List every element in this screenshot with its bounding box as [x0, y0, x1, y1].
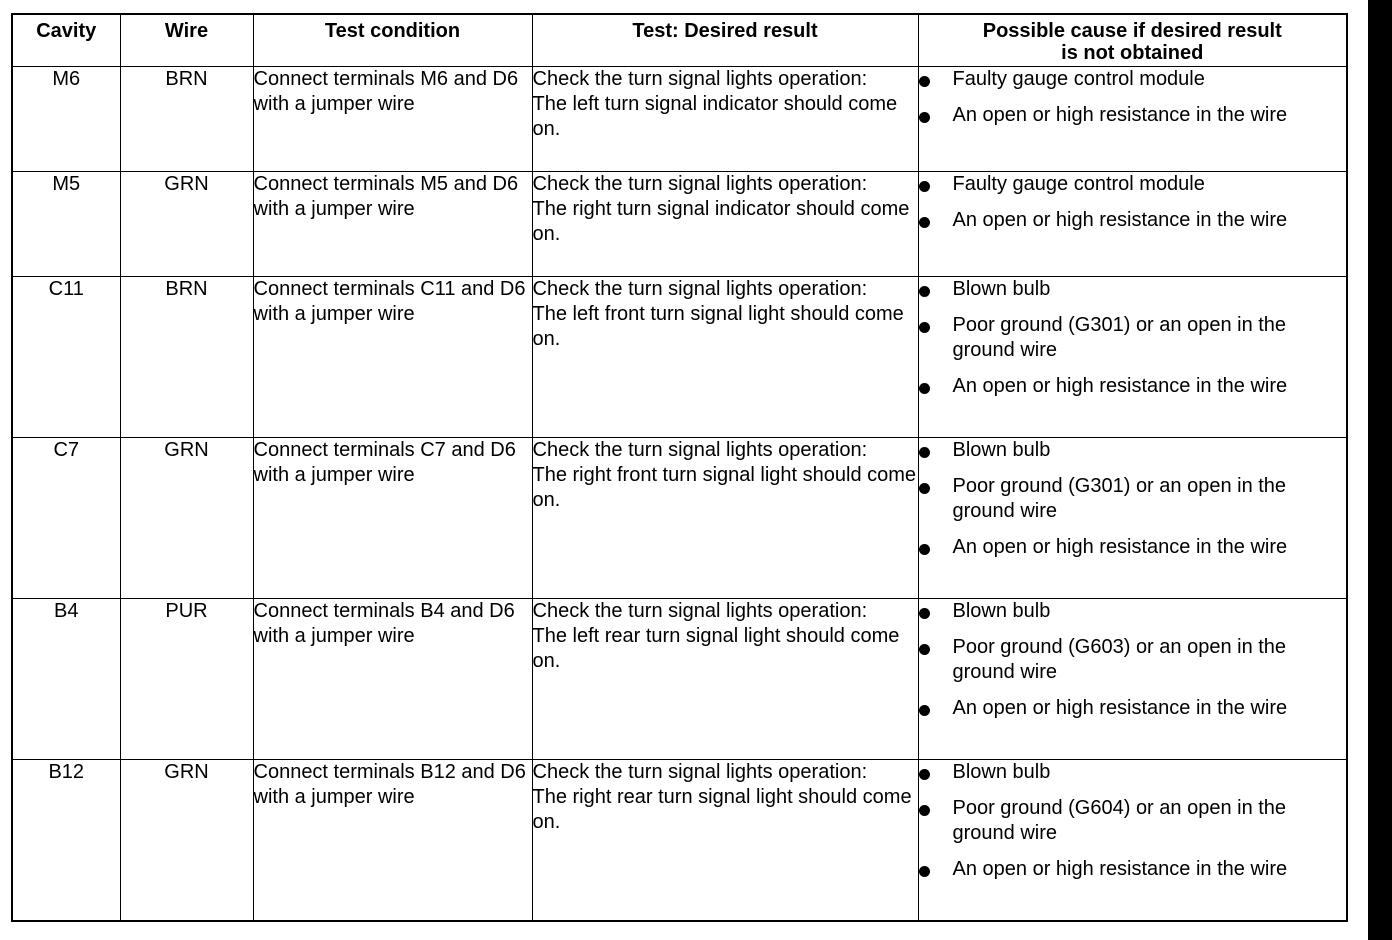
- desired-result-cell: [532, 438, 918, 599]
- cause-text: Poor ground (G301) or an open in the ground wire: [952, 314, 1287, 361]
- cause-text: Blown bulb: [952, 600, 1051, 622]
- result-expected-text: The right turn signal indicator should come on.: [532, 198, 910, 245]
- header-possible-cause-line1: Possible cause if desired result: [982, 20, 1282, 42]
- table-row: [12, 438, 1347, 599]
- result-check-text: Check the turn signal lights operation:: [532, 439, 868, 461]
- test-condition-cell: Connect terminals M6 and D6 with a jumper wire: [253, 67, 532, 172]
- right-edge-bar: [1368, 0, 1392, 940]
- bullet-icon: [919, 322, 930, 333]
- cause-text: Poor ground (G301) or an open in the ground wire: [952, 475, 1287, 522]
- desired-result-cell: [532, 172, 918, 277]
- result-check-text: Check the turn signal lights operation:: [532, 278, 868, 300]
- result-expected-text: The left rear turn signal light should come on.: [532, 625, 900, 672]
- cause-text: An open or high resistance in the wire: [952, 209, 1288, 231]
- bullet-icon: [919, 217, 930, 228]
- table-row: [12, 760, 1347, 921]
- bullet-icon: [919, 286, 930, 297]
- bullet-icon: [919, 483, 930, 494]
- bullet-icon: [919, 447, 930, 458]
- cause-item: [919, 374, 1347, 399]
- wire-color-cell: PUR: [120, 599, 253, 760]
- result-expected-text: The right rear turn signal light should come on.: [532, 786, 912, 833]
- diagnostic-table: [11, 13, 1348, 922]
- possible-causes-cell: [918, 172, 1347, 277]
- bullet-icon: [919, 705, 930, 716]
- result-check-text: Check the turn signal lights operation:: [532, 68, 868, 90]
- bullet-icon: [919, 112, 930, 123]
- bullet-icon: [919, 769, 930, 780]
- cause-item: [919, 796, 1347, 846]
- result-check-text: Check the turn signal lights operation:: [532, 173, 868, 195]
- cavity-cell: M5: [12, 172, 120, 277]
- cavity-cell: M6: [12, 67, 120, 172]
- bullet-icon: [919, 76, 930, 87]
- cause-item: [919, 438, 1347, 463]
- cause-item: [919, 172, 1347, 197]
- cause-item: [919, 208, 1347, 233]
- header-row: [12, 14, 1347, 67]
- cavity-cell: C11: [12, 277, 120, 438]
- cause-text: An open or high resistance in the wire: [952, 536, 1288, 558]
- cause-item: [919, 103, 1347, 128]
- cause-item: [919, 474, 1347, 524]
- table-row: [12, 599, 1347, 760]
- wire-color-cell: BRN: [120, 67, 253, 172]
- table-row: [12, 67, 1347, 172]
- cause-item: [919, 535, 1347, 560]
- cause-item: [919, 857, 1347, 882]
- desired-result-cell: [532, 599, 918, 760]
- cause-text: Blown bulb: [952, 761, 1051, 783]
- possible-causes-cell: [918, 67, 1347, 172]
- cause-text: Poor ground (G603) or an open in the ground wire: [952, 636, 1287, 683]
- bullet-icon: [919, 383, 930, 394]
- result-check-text: Check the turn signal lights operation:: [532, 761, 868, 783]
- bullet-icon: [919, 866, 930, 877]
- header-possible-cause-line2: is not obtained: [1061, 42, 1204, 64]
- cause-text: An open or high resistance in the wire: [952, 697, 1288, 719]
- result-expected-text: The left front turn signal light should come on.: [532, 303, 904, 350]
- cause-text: An open or high resistance in the wire: [952, 104, 1288, 126]
- wire-color-cell: BRN: [120, 277, 253, 438]
- test-condition-cell: Connect terminals C7 and D6 with a jumper wire: [253, 438, 532, 599]
- header-cavity: Cavity: [12, 14, 120, 67]
- desired-result-cell: [532, 67, 918, 172]
- possible-causes-cell: [918, 277, 1347, 438]
- wire-color-cell: GRN: [120, 172, 253, 277]
- cause-item: [919, 277, 1347, 302]
- cause-item: [919, 635, 1347, 685]
- test-condition-cell: Connect terminals M5 and D6 with a jumper wire: [253, 172, 532, 277]
- cause-text: Faulty gauge control module: [952, 173, 1205, 195]
- cause-text: An open or high resistance in the wire: [952, 375, 1288, 397]
- table-row: [12, 277, 1347, 438]
- cause-text: Faulty gauge control module: [952, 68, 1205, 90]
- wire-color-cell: GRN: [120, 760, 253, 921]
- cause-text: Blown bulb: [952, 278, 1051, 300]
- cause-item: [919, 599, 1347, 624]
- header-wire: Wire: [120, 14, 253, 67]
- cause-item: [919, 67, 1347, 92]
- cause-item: [919, 313, 1347, 363]
- bullet-icon: [919, 181, 930, 192]
- possible-causes-cell: [918, 599, 1347, 760]
- possible-causes-cell: [918, 438, 1347, 599]
- wire-color-cell: GRN: [120, 438, 253, 599]
- test-condition-cell: Connect terminals B4 and D6 with a jumper wire: [253, 599, 532, 760]
- bullet-icon: [919, 644, 930, 655]
- test-condition-cell: Connect terminals B12 and D6 with a jumper wire: [253, 760, 532, 921]
- possible-causes-cell: [918, 760, 1347, 921]
- header-possible-cause: [918, 14, 1347, 67]
- bullet-icon: [919, 805, 930, 816]
- desired-result-cell: [532, 277, 918, 438]
- table-body: [12, 67, 1347, 921]
- cavity-cell: B4: [12, 599, 120, 760]
- table-row: [12, 172, 1347, 277]
- bullet-icon: [919, 544, 930, 555]
- cavity-cell: B12: [12, 760, 120, 921]
- cause-text: Poor ground (G604) or an open in the ground wire: [952, 797, 1287, 844]
- cause-text: Blown bulb: [952, 439, 1051, 461]
- header-desired-result: Test: Desired result: [532, 14, 918, 67]
- test-condition-cell: Connect terminals C11 and D6 with a jumper wire: [253, 277, 532, 438]
- cavity-cell: C7: [12, 438, 120, 599]
- cause-item: [919, 760, 1347, 785]
- desired-result-cell: [532, 760, 918, 921]
- bullet-icon: [919, 608, 930, 619]
- result-check-text: Check the turn signal lights operation:: [532, 600, 868, 622]
- header-test-condition: Test condition: [253, 14, 532, 67]
- cause-text: An open or high resistance in the wire: [952, 858, 1288, 880]
- result-expected-text: The left turn signal indicator should come on.: [532, 93, 898, 140]
- result-expected-text: The right front turn signal light should come on.: [532, 464, 917, 511]
- cause-item: [919, 696, 1347, 721]
